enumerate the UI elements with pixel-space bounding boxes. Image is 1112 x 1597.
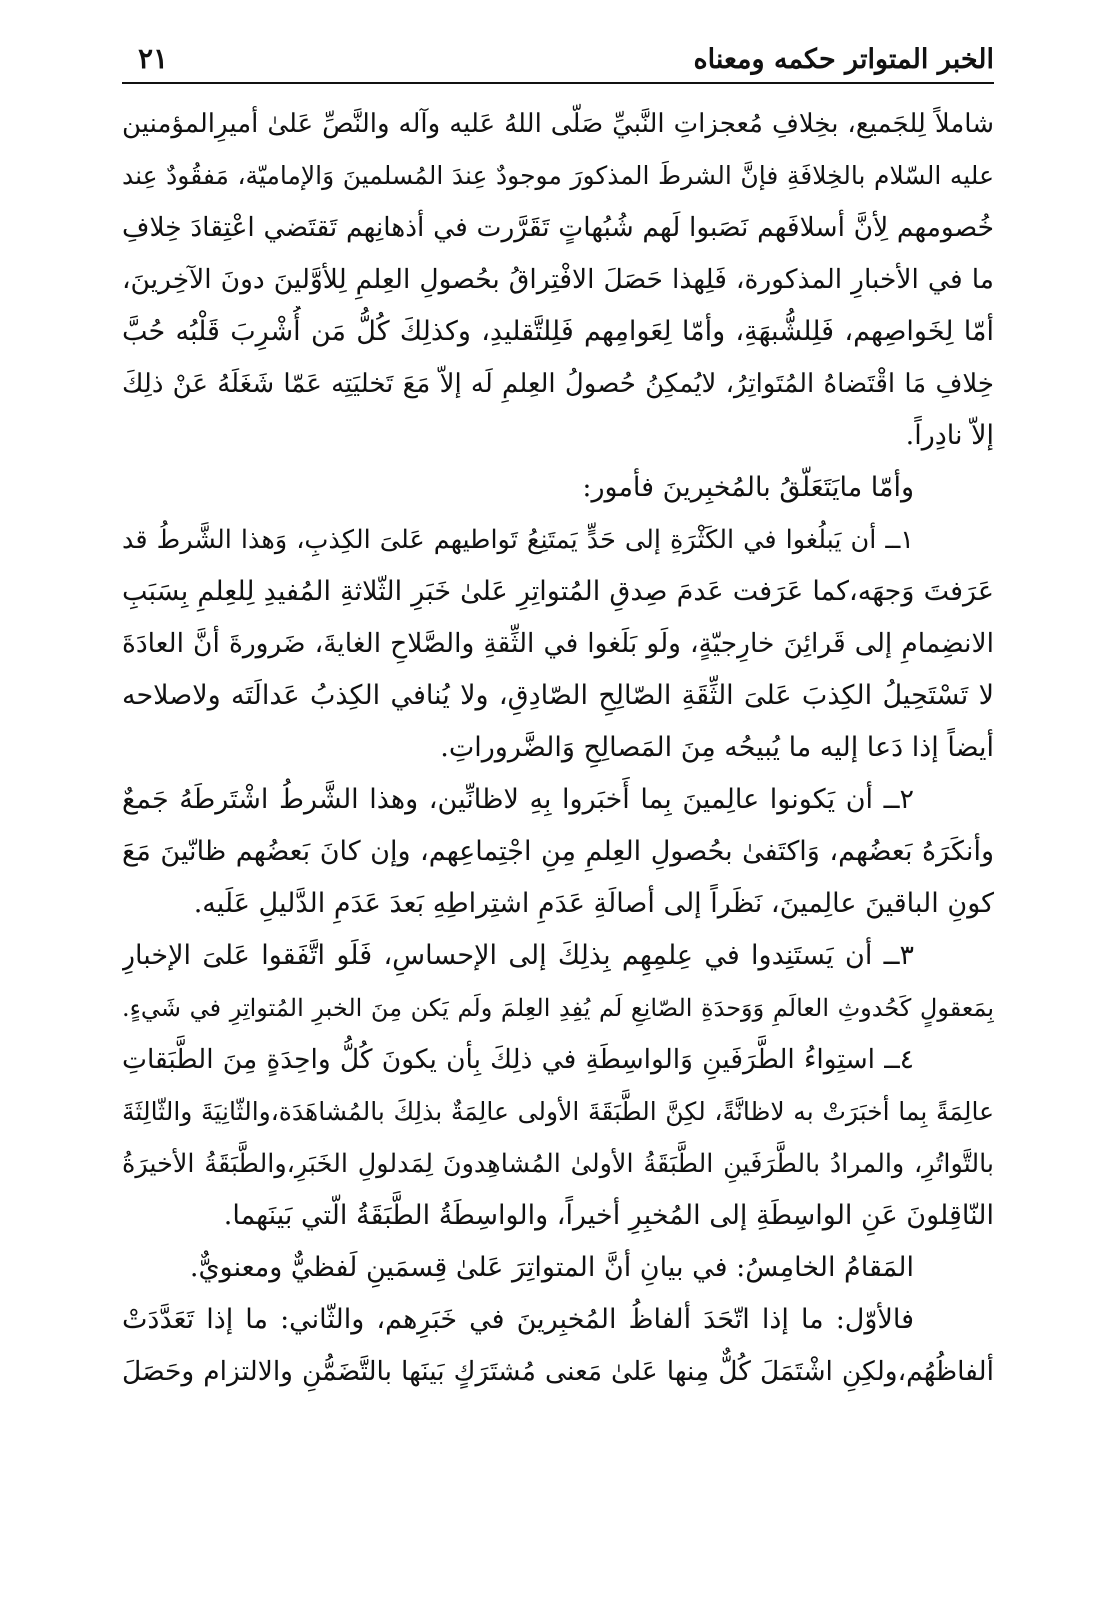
text-line: بالتَّواتُرِ، والمرادُ بالطَّرَفَينِ الطَّبَقَةُ الأولىٰ المُشاهِدونَ لِمَدلولِ الخَبَرِ،والطَّبَقَةُ الأخيرَةُ [122,1149,994,1179]
text-line: بِمَعقولٍ كَحُدوثِ العالَمِ وَوَحدَةِ الصّانِعِ لَم يُفِدِ العِلمَ ولَم يَكن مِنَ الخبرِ المُتواتِرِ في شَيءٍ. [122,994,994,1022]
text-line: كونِ الباقينَ عالِمينَ، نَظَراً إلى أصالَةِ عَدَمِ اشتِراطِهِ بَعدَ عَدَمِ الدَّليلِ عَلَيه. [193,888,994,919]
text-line: خِلافِ مَا اقْتَضاهُ المُتَواتِرُ، لايُمكِنُ حُصولُ العِلمِ لَه إلاّ مَعَ تَخليَتِه عَمّا شَغَلَهُ عَنْ ذلِكَ [122,369,994,399]
list-item-2: ٢ــ أن يَكونوا عالِمينَ بِما أَخبَروا بِهِ لاظانِّين، وهذا الشَّرطُ اشْتَرطَهُ جَمعٌ [122,784,914,815]
text-line: شاملاً لِلجَميع، بخِلافِ مُعجزاتِ النَّبيِّ صَلّى اللهُ عَليه وآله والنَّصِّ عَلىٰ أميرِالمؤمنين [122,109,994,139]
page-header [122,38,994,84]
text-line: لا تَسْتَحِيلُ الكِذبَ عَلىَ الثِّقَةِ الصّالِحِ الصّادِقِ، ولا يُنافي الكِذبُ عَدالَتَه ولاصلاحه [122,680,994,711]
text-line: ألفاظُهُم،ولكِنِ اشْتَمَلَ كُلٌّ مِنها عَلىٰ مَعنى مُشتَرَكٍ بَينَها بالتَّضَمُّنِ والالتزام وحَصَلَ [122,1356,994,1387]
text-line: أيضاً إذا دَعا إليه ما يُبيحُه مِنَ المَصالِحِ وَالضَّروراتِ. [440,732,994,763]
text-line: عليه السّلام بالخِلافَةِ فإنَّ الشرطَ المذكورَ موجودٌ عِندَ المُسلمينَ وَالإماميّة، مَفقُودٌ عِند [122,161,994,190]
list-item-3: ٣ــ أن يَستَنِدوا في عِلمِهِم بِذلِكَ إلى الإحساسِ، فَلَو اتَّفَقوا عَلىَ الإخبارِ [122,940,914,971]
section-heading-5: المَقامُ الخامِسُ: في بيانِ أنَّ المتواتِرَ عَلىٰ قِسمَينِ لَفظيٌّ ومعنويٌّ. [189,1252,914,1283]
list-item-4: ٤ــ استِواءُ الطَّرَفَينِ وَالواسِطَةِ في ذلِكَ بِأن يكونَ كُلُّ واحِدَةٍ مِنَ الطَّبَقاتِ [122,1044,914,1075]
text-line: أمّا لِخَواصِهم، فَلِلشُّبهَةِ، وأمّا لِعَوامِهم فَلِلتَّقليدِ، وكذلِكَ كُلُّ مَن أُشْرِبَ قَلْبُه حُبَّ [122,316,994,347]
body-text [122,98,994,1398]
text-line: ما في الأخبارِ المذكورة، فَلِهذا حَصَلَ الافْتِراقُ بحُصولِ العِلمِ لِلأوَّلينَ دونَ الآخِرينَ، [122,264,994,295]
running-title: الخبر المتواتر حكمه ومعناه [693,44,994,75]
text-line: الانضِمامِ إلى قَرائِنَ خارِجيّةٍ، ولَو بَلَغوا في الثِّقةِ والصَّلاحِ الغايةَ، ضَرورةَ أنَّ العادَةَ [122,628,994,659]
text-line: خُصومهم لِأنَّ أسلافَهم نَصَبوا لَهم شُبُهاتٍ تَقَرَّرت في أذهانِهم تَقتَضي اعْتِقادَ خِلافِ [122,212,994,243]
text-line: النّاقِلونَ عَنِ الواسِطَةِ إلى المُخبِرِ أخيراً، والواسِطَةُ الطَّبَقَةُ الّتي بَينَهما. [223,1200,994,1231]
list-item-1: ١ــ أن يَبلُغوا في الكَثْرَةِ إلى حَدٍّ يَمتَنِعُ تَواطيهم عَلىَ الكِذبِ، وَهذا الشَّرطُ قد [122,525,914,555]
text-line: وأنكَرَهُ بَعضُهم، وَاكتَفىٰ بحُصولِ العِلمِ مِنِ اجْتِماعِهم، وإن كانَ بَعضُهم ظانّينَ مَعَ [122,836,994,867]
text-line: عَرَفتَ وَجهَه،كما عَرَفت عَدمَ صِدقِ المُتواتِرِ عَلىٰ خَبَرِ الثّلاثةِ المُفيدِ لِلعِلمِ بِسَبَبِ [122,576,994,607]
text-line: إلاّ نادِراً. [905,420,994,451]
section-heading: وأمّا مايَتَعَلّقُ بالمُخبِرينَ فأمور: [582,472,914,503]
text-line: فالأوّل: ما إذا اتّحَدَ ألفاظُ المُخبِرينَ في خَبَرِهم، والثّاني: ما إذا تَعَدَّدَتْ [122,1304,914,1335]
text-line: عالِمَةً بِما أخبَرَتْ به لاظانَّةً، لكِنَّ الطَّبَقَةَ الأولى عالِمَةٌ بذلِكَ بالمُشاهَدَة،والثّانِيَةَ والثّالِثَةَ [122,1097,994,1126]
page-number: ٢١ [138,42,169,75]
